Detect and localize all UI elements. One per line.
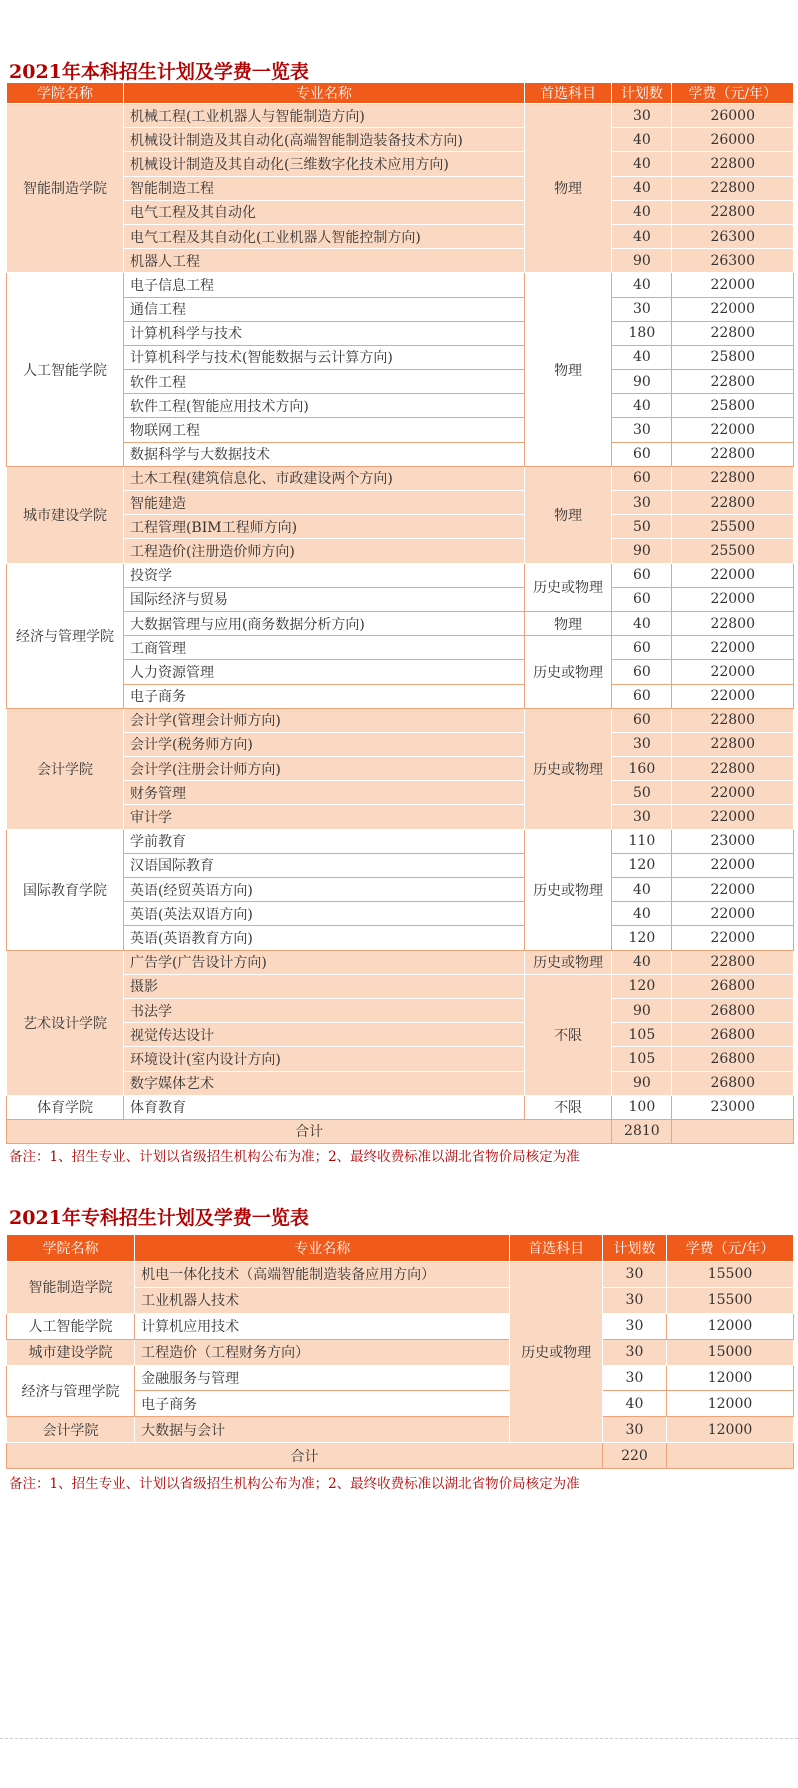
divider bbox=[0, 1738, 798, 1739]
major-cell: 通信工程 bbox=[123, 297, 524, 321]
undergrad-table bbox=[6, 82, 794, 1144]
header-fee: 学费（元/年） bbox=[666, 1235, 793, 1262]
fee-cell: 22000 bbox=[672, 587, 794, 611]
table-row bbox=[7, 297, 794, 321]
fee-cell: 22800 bbox=[672, 176, 794, 200]
table-row bbox=[7, 636, 794, 660]
subject-cell: 历史或物理 bbox=[524, 636, 611, 709]
table-row bbox=[7, 1047, 794, 1071]
major-cell: 摄影 bbox=[123, 974, 524, 998]
major-cell: 软件工程(智能应用技术方向) bbox=[123, 394, 524, 418]
total-label: 合计 bbox=[7, 1119, 612, 1143]
fee-cell: 12000 bbox=[666, 1391, 793, 1417]
total-row bbox=[7, 1119, 794, 1143]
plan-cell: 60 bbox=[612, 684, 672, 708]
major-cell: 投资学 bbox=[123, 563, 524, 587]
plan-cell: 30 bbox=[612, 805, 672, 829]
table-row bbox=[7, 1023, 794, 1047]
subject-cell: 不限 bbox=[524, 1095, 611, 1119]
header-major: 专业名称 bbox=[123, 83, 524, 104]
plan-cell: 60 bbox=[612, 708, 672, 732]
table-row bbox=[7, 394, 794, 418]
fee-cell: 15000 bbox=[666, 1339, 793, 1365]
plan-cell: 100 bbox=[612, 1095, 672, 1119]
table-row bbox=[7, 152, 794, 176]
table-row bbox=[7, 104, 794, 128]
fee-cell: 22000 bbox=[672, 297, 794, 321]
subject-cell: 历史或物理 bbox=[524, 563, 611, 611]
table-row bbox=[7, 491, 794, 515]
plan-cell: 90 bbox=[612, 370, 672, 394]
school-cell: 人工智能学院 bbox=[7, 1313, 135, 1339]
plan-cell: 120 bbox=[612, 926, 672, 950]
fee-cell: 25500 bbox=[672, 515, 794, 539]
major-cell: 会计学(税务师方向) bbox=[123, 732, 524, 756]
plan-cell: 40 bbox=[602, 1391, 666, 1417]
fee-cell: 25800 bbox=[672, 345, 794, 369]
plan-cell: 40 bbox=[612, 902, 672, 926]
plan-cell: 30 bbox=[602, 1339, 666, 1365]
major-cell: 汉语国际教育 bbox=[123, 853, 524, 877]
college-title: 2021年专科招生计划及学费一览表 bbox=[9, 1207, 309, 1229]
header-fee: 学费（元/年） bbox=[672, 83, 794, 104]
subject-cell: 物理 bbox=[524, 104, 611, 273]
school-cell: 体育学院 bbox=[7, 1095, 124, 1119]
fee-cell: 22000 bbox=[672, 853, 794, 877]
fee-cell: 26300 bbox=[672, 224, 794, 248]
subject-cell: 物理 bbox=[524, 466, 611, 563]
table-row bbox=[7, 805, 794, 829]
major-cell: 大数据与会计 bbox=[135, 1417, 510, 1443]
major-cell: 财务管理 bbox=[123, 781, 524, 805]
major-cell: 电子商务 bbox=[135, 1391, 510, 1417]
major-cell: 国际经济与贸易 bbox=[123, 587, 524, 611]
table-header-row bbox=[7, 83, 794, 104]
fee-cell: 22800 bbox=[672, 950, 794, 974]
plan-cell: 40 bbox=[612, 200, 672, 224]
plan-cell: 40 bbox=[612, 176, 672, 200]
fee-cell: 22000 bbox=[672, 273, 794, 297]
plan-cell: 40 bbox=[612, 273, 672, 297]
plan-cell: 40 bbox=[612, 394, 672, 418]
total-row bbox=[7, 1443, 794, 1469]
fee-cell: 26800 bbox=[672, 1047, 794, 1071]
fee-cell: 12000 bbox=[666, 1365, 793, 1391]
total-value: 220 bbox=[602, 1443, 666, 1469]
table-row bbox=[7, 926, 794, 950]
major-cell: 电气工程及其自动化(工业机器人智能控制方向) bbox=[123, 224, 524, 248]
plan-cell: 105 bbox=[612, 1023, 672, 1047]
major-cell: 审计学 bbox=[123, 805, 524, 829]
fee-cell: 26800 bbox=[672, 998, 794, 1022]
major-cell: 数字媒体艺术 bbox=[123, 1071, 524, 1095]
fee-cell: 22800 bbox=[672, 152, 794, 176]
plan-cell: 60 bbox=[612, 636, 672, 660]
plan-cell: 60 bbox=[612, 563, 672, 587]
major-cell: 计算机科学与技术(智能数据与云计算方向) bbox=[123, 345, 524, 369]
fee-cell: 25800 bbox=[672, 394, 794, 418]
plan-cell: 90 bbox=[612, 998, 672, 1022]
fee-cell: 22000 bbox=[672, 418, 794, 442]
fee-cell: 25500 bbox=[672, 539, 794, 563]
header-plan: 计划数 bbox=[602, 1235, 666, 1262]
subject-cell: 历史或物理 bbox=[524, 708, 611, 829]
fee-cell: 22800 bbox=[672, 200, 794, 224]
subject-cell: 历史或物理 bbox=[524, 950, 611, 974]
table-row bbox=[7, 200, 794, 224]
major-cell: 计算机科学与技术 bbox=[123, 321, 524, 345]
school-cell: 经济与管理学院 bbox=[7, 563, 124, 708]
fee-cell: 26800 bbox=[672, 1023, 794, 1047]
fee-cell: 22000 bbox=[672, 902, 794, 926]
plan-cell: 60 bbox=[612, 587, 672, 611]
fee-cell: 22000 bbox=[672, 563, 794, 587]
major-cell: 数据科学与大数据技术 bbox=[123, 442, 524, 466]
school-cell: 人工智能学院 bbox=[7, 273, 124, 467]
plan-cell: 30 bbox=[612, 732, 672, 756]
table-row bbox=[7, 370, 794, 394]
plan-cell: 50 bbox=[612, 781, 672, 805]
table-row bbox=[7, 853, 794, 877]
major-cell: 会计学(管理会计师方向) bbox=[123, 708, 524, 732]
table-row bbox=[7, 418, 794, 442]
plan-cell: 30 bbox=[602, 1365, 666, 1391]
subject-cell: 历史或物理 bbox=[510, 1262, 603, 1443]
fee-cell: 22800 bbox=[672, 757, 794, 781]
table-row bbox=[7, 1313, 794, 1339]
header-subject: 首选科目 bbox=[510, 1235, 603, 1262]
plan-cell: 40 bbox=[612, 224, 672, 248]
fee-cell: 26800 bbox=[672, 1071, 794, 1095]
table-row bbox=[7, 539, 794, 563]
college-note: 备注：1、招生专业、计划以省级招生机构公布为准；2、最终收费标准以湖北省物价局核定为准 bbox=[9, 1476, 580, 1492]
fee-cell: 22000 bbox=[672, 926, 794, 950]
fee-cell: 12000 bbox=[666, 1417, 793, 1443]
plan-cell: 40 bbox=[612, 345, 672, 369]
plan-cell: 90 bbox=[612, 249, 672, 273]
major-cell: 体育教育 bbox=[123, 1095, 524, 1119]
fee-cell: 12000 bbox=[666, 1313, 793, 1339]
fee-cell: 26300 bbox=[672, 249, 794, 273]
school-cell: 会计学院 bbox=[7, 708, 124, 829]
fee-cell: 22000 bbox=[672, 805, 794, 829]
plan-cell: 90 bbox=[612, 1071, 672, 1095]
header-subject: 首选科目 bbox=[524, 83, 611, 104]
plan-cell: 30 bbox=[612, 418, 672, 442]
fee-cell: 22800 bbox=[672, 491, 794, 515]
plan-cell: 40 bbox=[612, 128, 672, 152]
school-cell: 城市建设学院 bbox=[7, 1339, 135, 1365]
major-cell: 会计学(注册会计师方向) bbox=[123, 757, 524, 781]
table-row bbox=[7, 660, 794, 684]
plan-cell: 40 bbox=[612, 950, 672, 974]
school-cell: 艺术设计学院 bbox=[7, 950, 124, 1095]
major-cell: 英语(英法双语方向) bbox=[123, 902, 524, 926]
header-major: 专业名称 bbox=[135, 1235, 510, 1262]
table-row bbox=[7, 757, 794, 781]
college-table bbox=[6, 1234, 794, 1469]
major-cell: 工商管理 bbox=[123, 636, 524, 660]
plan-cell: 105 bbox=[612, 1047, 672, 1071]
table-row bbox=[7, 563, 794, 587]
fee-cell: 22800 bbox=[672, 466, 794, 490]
plan-cell: 60 bbox=[612, 466, 672, 490]
table-header-row bbox=[7, 1235, 794, 1262]
table-row bbox=[7, 829, 794, 853]
fee-cell: 22000 bbox=[672, 684, 794, 708]
plan-cell: 40 bbox=[612, 611, 672, 635]
plan-cell: 30 bbox=[602, 1313, 666, 1339]
plan-cell: 40 bbox=[612, 878, 672, 902]
major-cell: 电子信息工程 bbox=[123, 273, 524, 297]
undergrad-note: 备注：1、招生专业、计划以省级招生机构公布为准；2、最终收费标准以湖北省物价局核定为准 bbox=[9, 1149, 580, 1165]
total-empty bbox=[672, 1119, 794, 1143]
table-row bbox=[7, 950, 794, 974]
plan-cell: 110 bbox=[612, 829, 672, 853]
fee-cell: 22000 bbox=[672, 878, 794, 902]
table-row bbox=[7, 684, 794, 708]
table-row bbox=[7, 224, 794, 248]
total-value: 2810 bbox=[612, 1119, 672, 1143]
plan-cell: 90 bbox=[612, 539, 672, 563]
table-row bbox=[7, 1071, 794, 1095]
plan-cell: 50 bbox=[612, 515, 672, 539]
fee-cell: 22000 bbox=[672, 660, 794, 684]
major-cell: 工业机器人技术 bbox=[135, 1287, 510, 1313]
major-cell: 电气工程及其自动化 bbox=[123, 200, 524, 224]
fee-cell: 22000 bbox=[672, 781, 794, 805]
table-row bbox=[7, 273, 794, 297]
fee-cell: 15500 bbox=[666, 1287, 793, 1313]
school-cell: 智能制造学院 bbox=[7, 1262, 135, 1314]
plan-cell: 60 bbox=[612, 660, 672, 684]
plan-cell: 40 bbox=[612, 152, 672, 176]
plan-cell: 180 bbox=[612, 321, 672, 345]
subject-cell: 物理 bbox=[524, 273, 611, 467]
major-cell: 英语(经贸英语方向) bbox=[123, 878, 524, 902]
major-cell: 机电一体化技术（高端智能制造装备应用方向） bbox=[135, 1262, 510, 1288]
fee-cell: 15500 bbox=[666, 1262, 793, 1288]
table-row bbox=[7, 974, 794, 998]
plan-cell: 30 bbox=[612, 297, 672, 321]
table-row bbox=[7, 878, 794, 902]
major-cell: 土木工程(建筑信息化、市政建设两个方向) bbox=[123, 466, 524, 490]
major-cell: 广告学(广告设计方向) bbox=[123, 950, 524, 974]
table-row bbox=[7, 708, 794, 732]
fee-cell: 26000 bbox=[672, 128, 794, 152]
plan-cell: 120 bbox=[612, 853, 672, 877]
table-row bbox=[7, 732, 794, 756]
major-cell: 智能制造工程 bbox=[123, 176, 524, 200]
subject-cell: 不限 bbox=[524, 974, 611, 1095]
plan-cell: 30 bbox=[612, 491, 672, 515]
fee-cell: 23000 bbox=[672, 1095, 794, 1119]
school-cell: 城市建设学院 bbox=[7, 466, 124, 563]
table-row bbox=[7, 587, 794, 611]
school-cell: 国际教育学院 bbox=[7, 829, 124, 950]
major-cell: 机械设计制造及其自动化(三维数字化技术应用方向) bbox=[123, 152, 524, 176]
plan-cell: 30 bbox=[602, 1287, 666, 1313]
fee-cell: 26800 bbox=[672, 974, 794, 998]
major-cell: 智能建造 bbox=[123, 491, 524, 515]
school-cell: 智能制造学院 bbox=[7, 104, 124, 273]
header-school: 学院名称 bbox=[7, 83, 124, 104]
undergrad-title: 2021年本科招生计划及学费一览表 bbox=[9, 61, 309, 83]
table-row bbox=[7, 442, 794, 466]
fee-cell: 22800 bbox=[672, 611, 794, 635]
table-row bbox=[7, 998, 794, 1022]
major-cell: 电子商务 bbox=[123, 684, 524, 708]
plan-cell: 60 bbox=[612, 442, 672, 466]
table-row bbox=[7, 1095, 794, 1119]
table-row bbox=[7, 781, 794, 805]
major-cell: 书法学 bbox=[123, 998, 524, 1022]
plan-cell: 30 bbox=[602, 1262, 666, 1288]
plan-cell: 120 bbox=[612, 974, 672, 998]
fee-cell: 22000 bbox=[672, 636, 794, 660]
table-row bbox=[7, 321, 794, 345]
fee-cell: 22800 bbox=[672, 708, 794, 732]
total-label: 合计 bbox=[7, 1443, 603, 1469]
table-row bbox=[7, 466, 794, 490]
major-cell: 人力资源管理 bbox=[123, 660, 524, 684]
fee-cell: 22800 bbox=[672, 442, 794, 466]
school-cell: 会计学院 bbox=[7, 1417, 135, 1443]
fee-cell: 22800 bbox=[672, 732, 794, 756]
major-cell: 机械设计制造及其自动化(高端智能制造装备技术方向) bbox=[123, 128, 524, 152]
fee-cell: 22800 bbox=[672, 321, 794, 345]
plan-cell: 160 bbox=[612, 757, 672, 781]
header-school: 学院名称 bbox=[7, 1235, 135, 1262]
major-cell: 物联网工程 bbox=[123, 418, 524, 442]
subject-cell: 历史或物理 bbox=[524, 829, 611, 950]
major-cell: 工程造价(注册造价师方向) bbox=[123, 539, 524, 563]
major-cell: 金融服务与管理 bbox=[135, 1365, 510, 1391]
table-row bbox=[7, 611, 794, 635]
major-cell: 软件工程 bbox=[123, 370, 524, 394]
fee-cell: 26000 bbox=[672, 104, 794, 128]
table-row bbox=[7, 1417, 794, 1443]
major-cell: 英语(英语教育方向) bbox=[123, 926, 524, 950]
plan-cell: 30 bbox=[612, 104, 672, 128]
major-cell: 工程管理(BIM工程师方向) bbox=[123, 515, 524, 539]
fee-cell: 23000 bbox=[672, 829, 794, 853]
table-row bbox=[7, 345, 794, 369]
major-cell: 视觉传达设计 bbox=[123, 1023, 524, 1047]
header-plan: 计划数 bbox=[612, 83, 672, 104]
fee-cell: 22800 bbox=[672, 370, 794, 394]
table-row bbox=[7, 1339, 794, 1365]
table-row bbox=[7, 128, 794, 152]
major-cell: 机器人工程 bbox=[123, 249, 524, 273]
major-cell: 大数据管理与应用(商务数据分析方向) bbox=[123, 611, 524, 635]
table-row bbox=[7, 1365, 794, 1391]
major-cell: 机械工程(工业机器人与智能制造方向) bbox=[123, 104, 524, 128]
subject-cell: 物理 bbox=[524, 611, 611, 635]
table-row bbox=[7, 902, 794, 926]
major-cell: 计算机应用技术 bbox=[135, 1313, 510, 1339]
table-row bbox=[7, 515, 794, 539]
major-cell: 学前教育 bbox=[123, 829, 524, 853]
total-empty bbox=[666, 1443, 793, 1469]
major-cell: 环境设计(室内设计方向) bbox=[123, 1047, 524, 1071]
table-row bbox=[7, 249, 794, 273]
table-row bbox=[7, 1262, 794, 1288]
school-cell: 经济与管理学院 bbox=[7, 1365, 135, 1417]
major-cell: 工程造价（工程财务方向） bbox=[135, 1339, 510, 1365]
plan-cell: 30 bbox=[602, 1417, 666, 1443]
table-row bbox=[7, 176, 794, 200]
